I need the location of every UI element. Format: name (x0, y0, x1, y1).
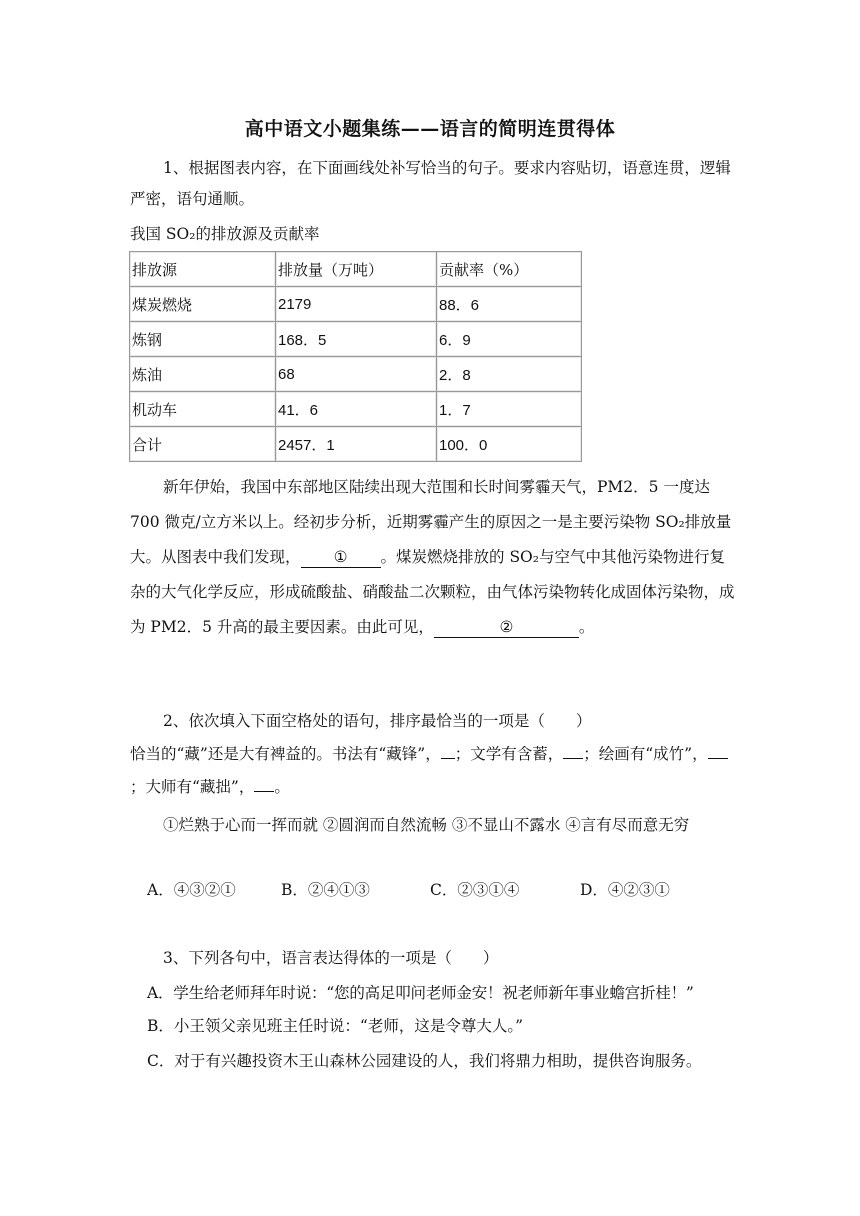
table-cell: 2．8 (437, 357, 582, 392)
table-cell: 2457．1 (276, 427, 437, 462)
fill-blank[interactable] (254, 775, 274, 792)
table-cell: 机动车 (130, 392, 276, 427)
table-row (130, 287, 582, 322)
q1-passage (130, 470, 735, 645)
q1-instruction: 1、根据图表内容，在下面画线处补写恰当的句子。要求内容贴切，语意连贯，逻辑严密，语句通顺。 (130, 159, 731, 208)
answer-blank-1[interactable]: ① (301, 547, 381, 568)
table-row (130, 322, 582, 357)
table-cell: 1．7 (437, 392, 582, 427)
q1-table-caption: 我国 SO₂的排放源及贡献率 (130, 225, 320, 243)
table-cell: 炼油 (130, 357, 276, 392)
table-header-cell: 排放源 (130, 252, 276, 287)
passage-text: 。 (578, 618, 595, 636)
sentence-text: ；绘画有“成竹”， (583, 745, 708, 763)
q3-stem: 3、下列各句中，语言表达得体的一项是（ ） (163, 949, 499, 967)
fill-blank[interactable] (441, 742, 455, 759)
sentence-text: 恰当的“藏”还是大有裨益的。书法有“藏锋”， (130, 745, 441, 763)
q3-option-c[interactable]: C．对于有兴趣投资木王山森林公园建设的人，我们将鼎力相助，提供咨询服务。 (147, 1052, 702, 1070)
table-cell: 6．9 (437, 322, 582, 357)
so2-emission-table (129, 251, 582, 462)
table-cell: 炼钢 (130, 322, 276, 357)
table-cell: 煤炭燃烧 (130, 287, 276, 322)
table-header-cell: 贡献率（%） (437, 252, 582, 287)
q2-option-a[interactable]: A．④③②① (147, 881, 236, 899)
q2-option-d[interactable]: D．④②③① (580, 881, 670, 899)
table-cell: 41．6 (276, 392, 437, 427)
fill-blank[interactable] (563, 742, 583, 759)
table-row (130, 357, 582, 392)
q3-option-a[interactable]: A．学生给老师拜年时说：“您的高足叩问老师金安！祝老师新年事业蟾宫折桂！” (147, 984, 694, 1002)
page-title: 高中语文小题集练——语言的简明连贯得体 (244, 118, 616, 140)
sentence-text: ；文学有含蓄， (454, 745, 564, 763)
sentence-text: 。 (274, 778, 290, 796)
table-cell: 100．0 (437, 427, 582, 462)
table-row (130, 392, 582, 427)
fill-blank[interactable] (708, 742, 728, 759)
sentence-text: ；大师有“藏拙”， (130, 778, 255, 796)
answer-blank-2[interactable]: ② (434, 617, 579, 638)
table-cell: 68 (276, 357, 437, 392)
passage-text: 新年伊始，我国中东部地区陆续出现大范围和长时间雾霾天气，PM2．5 一度达 700 微克/立方米以上。经初步分析，近期雾霾产生的原因之一是主要污染物 SO₂排放量大。从图表中我们发现， (130, 478, 732, 566)
table-cell: 88．6 (437, 287, 582, 322)
q2-stem: 2、依次填入下面空格处的语句，排序最恰当的一项是（ ） (163, 712, 592, 730)
q2-option-c[interactable]: C．②③①④ (430, 881, 520, 899)
table-row (130, 427, 582, 462)
q2-sentence (130, 738, 735, 804)
table-cell: 合计 (130, 427, 276, 462)
table-header-cell: 排放量（万吨） (276, 252, 437, 287)
q2-items: ①烂熟于心而一挥而就 ②圆润而自然流畅 ③不显山不露水 ④言有尽而意无穷 (163, 816, 690, 834)
table-cell: 2179 (276, 287, 437, 322)
passage-text: 。煤炭燃烧排放的 SO₂与空气中其他污染物进行复杂的大气化学反应，形成硫酸盐、硝酸盐二次颗粒，由气体污染物转化成固体污染物，成为 PM2．5 升高的最主要因素。由此可见， (130, 548, 735, 636)
table-cell: 168．5 (276, 322, 437, 357)
q3-option-b[interactable]: B．小王领父亲见班主任时说：“老师，这是令尊大人。” (147, 1017, 523, 1035)
table-header-row (130, 252, 582, 287)
q2-option-b[interactable]: B．②④①③ (281, 881, 370, 899)
